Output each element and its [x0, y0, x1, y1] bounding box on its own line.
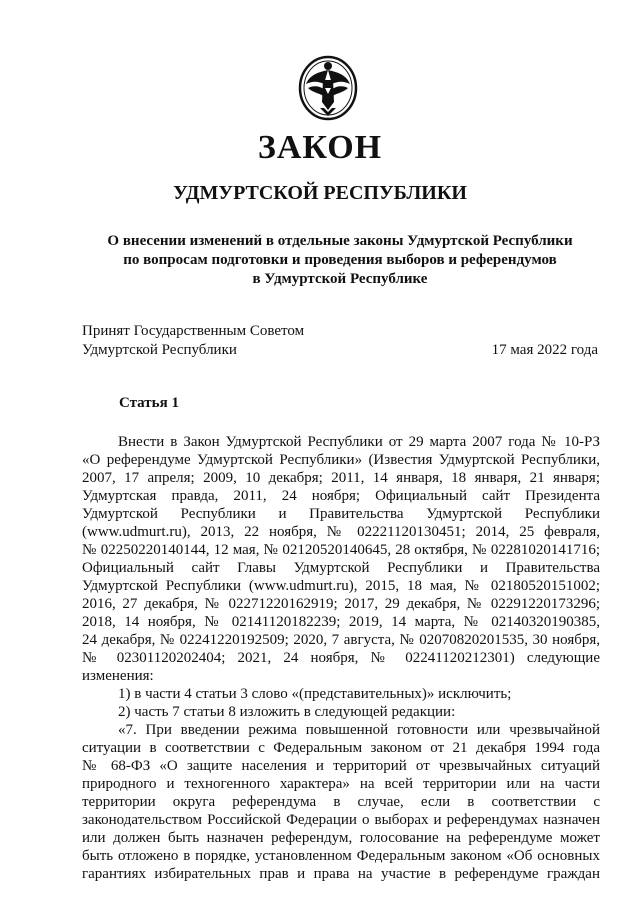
law-heading	[60, 232, 620, 289]
body-line: 2007, 17 апреля; 2009, 10 декабря; 2011, 14 января, 18 января, 21 января;	[82, 470, 600, 486]
body-line: Официальный сайт Главы Удмуртской Республики и Правительства	[82, 560, 600, 576]
body-line: Удмуртская правда, 2011, 24 ноября; Официальный сайт Президента	[82, 488, 600, 504]
body-line: (www.udmurt.ru), 2013, 22 ноября, № 02221120130451; 2014, 25 февраля,	[82, 524, 600, 540]
body-line: Внести в Закон Удмуртской Республики от 29 марта 2007 года № 10-РЗ	[118, 434, 600, 450]
document-subtitle: УДМУРТСКОЙ РЕСПУБЛИКИ	[173, 182, 467, 204]
body-line: или должен быть назначен референдум, голосование на референдуме может	[82, 830, 600, 846]
body-line: 2018, 14 ноября, № 02141120182239; 2019, 14 марта, № 02140320190385,	[82, 614, 600, 630]
body-line: Удмуртской Республики и Правительства Удмуртской Республики	[82, 506, 600, 522]
adoption-date: 17 мая 2022 года	[491, 342, 598, 358]
body-line: № 68-ФЗ «О защите населения и территорий от чрезвычайных ситуаций	[82, 758, 600, 774]
body-line: № 02250220140144, 12 мая, № 02120520140645, 28 октября, № 02281020141716;	[82, 542, 600, 558]
coat-of-arms-icon	[296, 50, 360, 122]
body-line: Удмуртской Республики (www.udmurt.ru), 2015, 18 мая, № 02180520151002;	[82, 578, 600, 594]
body-line: 2) часть 7 статьи 8 изложить в следующей редакции:	[118, 704, 456, 720]
body-line: «7. При введении режима повышенной готовности или чрезвычайной	[118, 722, 600, 738]
document-title: ЗАКОН	[257, 129, 383, 166]
body-line: «О референдуме Удмуртской Республики» (Известия Удмуртской Республики,	[82, 452, 600, 468]
body-line: 1) в части 4 статьи 3 слово «(представительных)» исключить;	[118, 686, 512, 702]
body-line: гарантиях избирательных прав и права на участие в референдуме граждан	[82, 866, 600, 882]
law-heading-line: О внесении изменений в отдельные законы Удмуртской Республики	[107, 233, 573, 249]
body-line: быть отложено в порядке, установленном Федеральным законом «Об основных	[82, 848, 600, 864]
adoption-note	[82, 322, 304, 360]
law-heading-line: по вопросам подготовки и проведения выборов и референдумов	[123, 252, 557, 268]
body-line: № 02301120202404; 2021, 24 ноября, № 02241120212301) следующие	[82, 650, 600, 666]
body-line: территории округа референдума в случае, если в соответствии с	[82, 794, 600, 810]
body-line: законодательством Российской Федерации о выборах и референдумах назначен	[82, 812, 600, 828]
adoption-line: Удмуртской Республики	[82, 342, 237, 358]
body-line: изменения:	[82, 668, 154, 684]
body-line: 2016, 27 декабря, № 02271220162919; 2017, 29 декабря, № 02291220173296;	[82, 596, 600, 612]
adoption-line: Принят Государственным Советом	[82, 323, 305, 339]
body-line: ситуации в соответствии с Федеральным законом от 21 декабря 1994 года	[82, 740, 600, 756]
body-line: 24 декабря, № 02241220192509; 2020, 7 августа, № 02070820201535, 30 ноября,	[82, 632, 600, 648]
body-line: природного и техногенного характера» на всей территории или на части	[82, 776, 600, 792]
law-heading-line: в Удмуртской Республике	[252, 271, 428, 287]
article-body	[82, 433, 600, 883]
article-heading: Статья 1	[119, 395, 179, 411]
